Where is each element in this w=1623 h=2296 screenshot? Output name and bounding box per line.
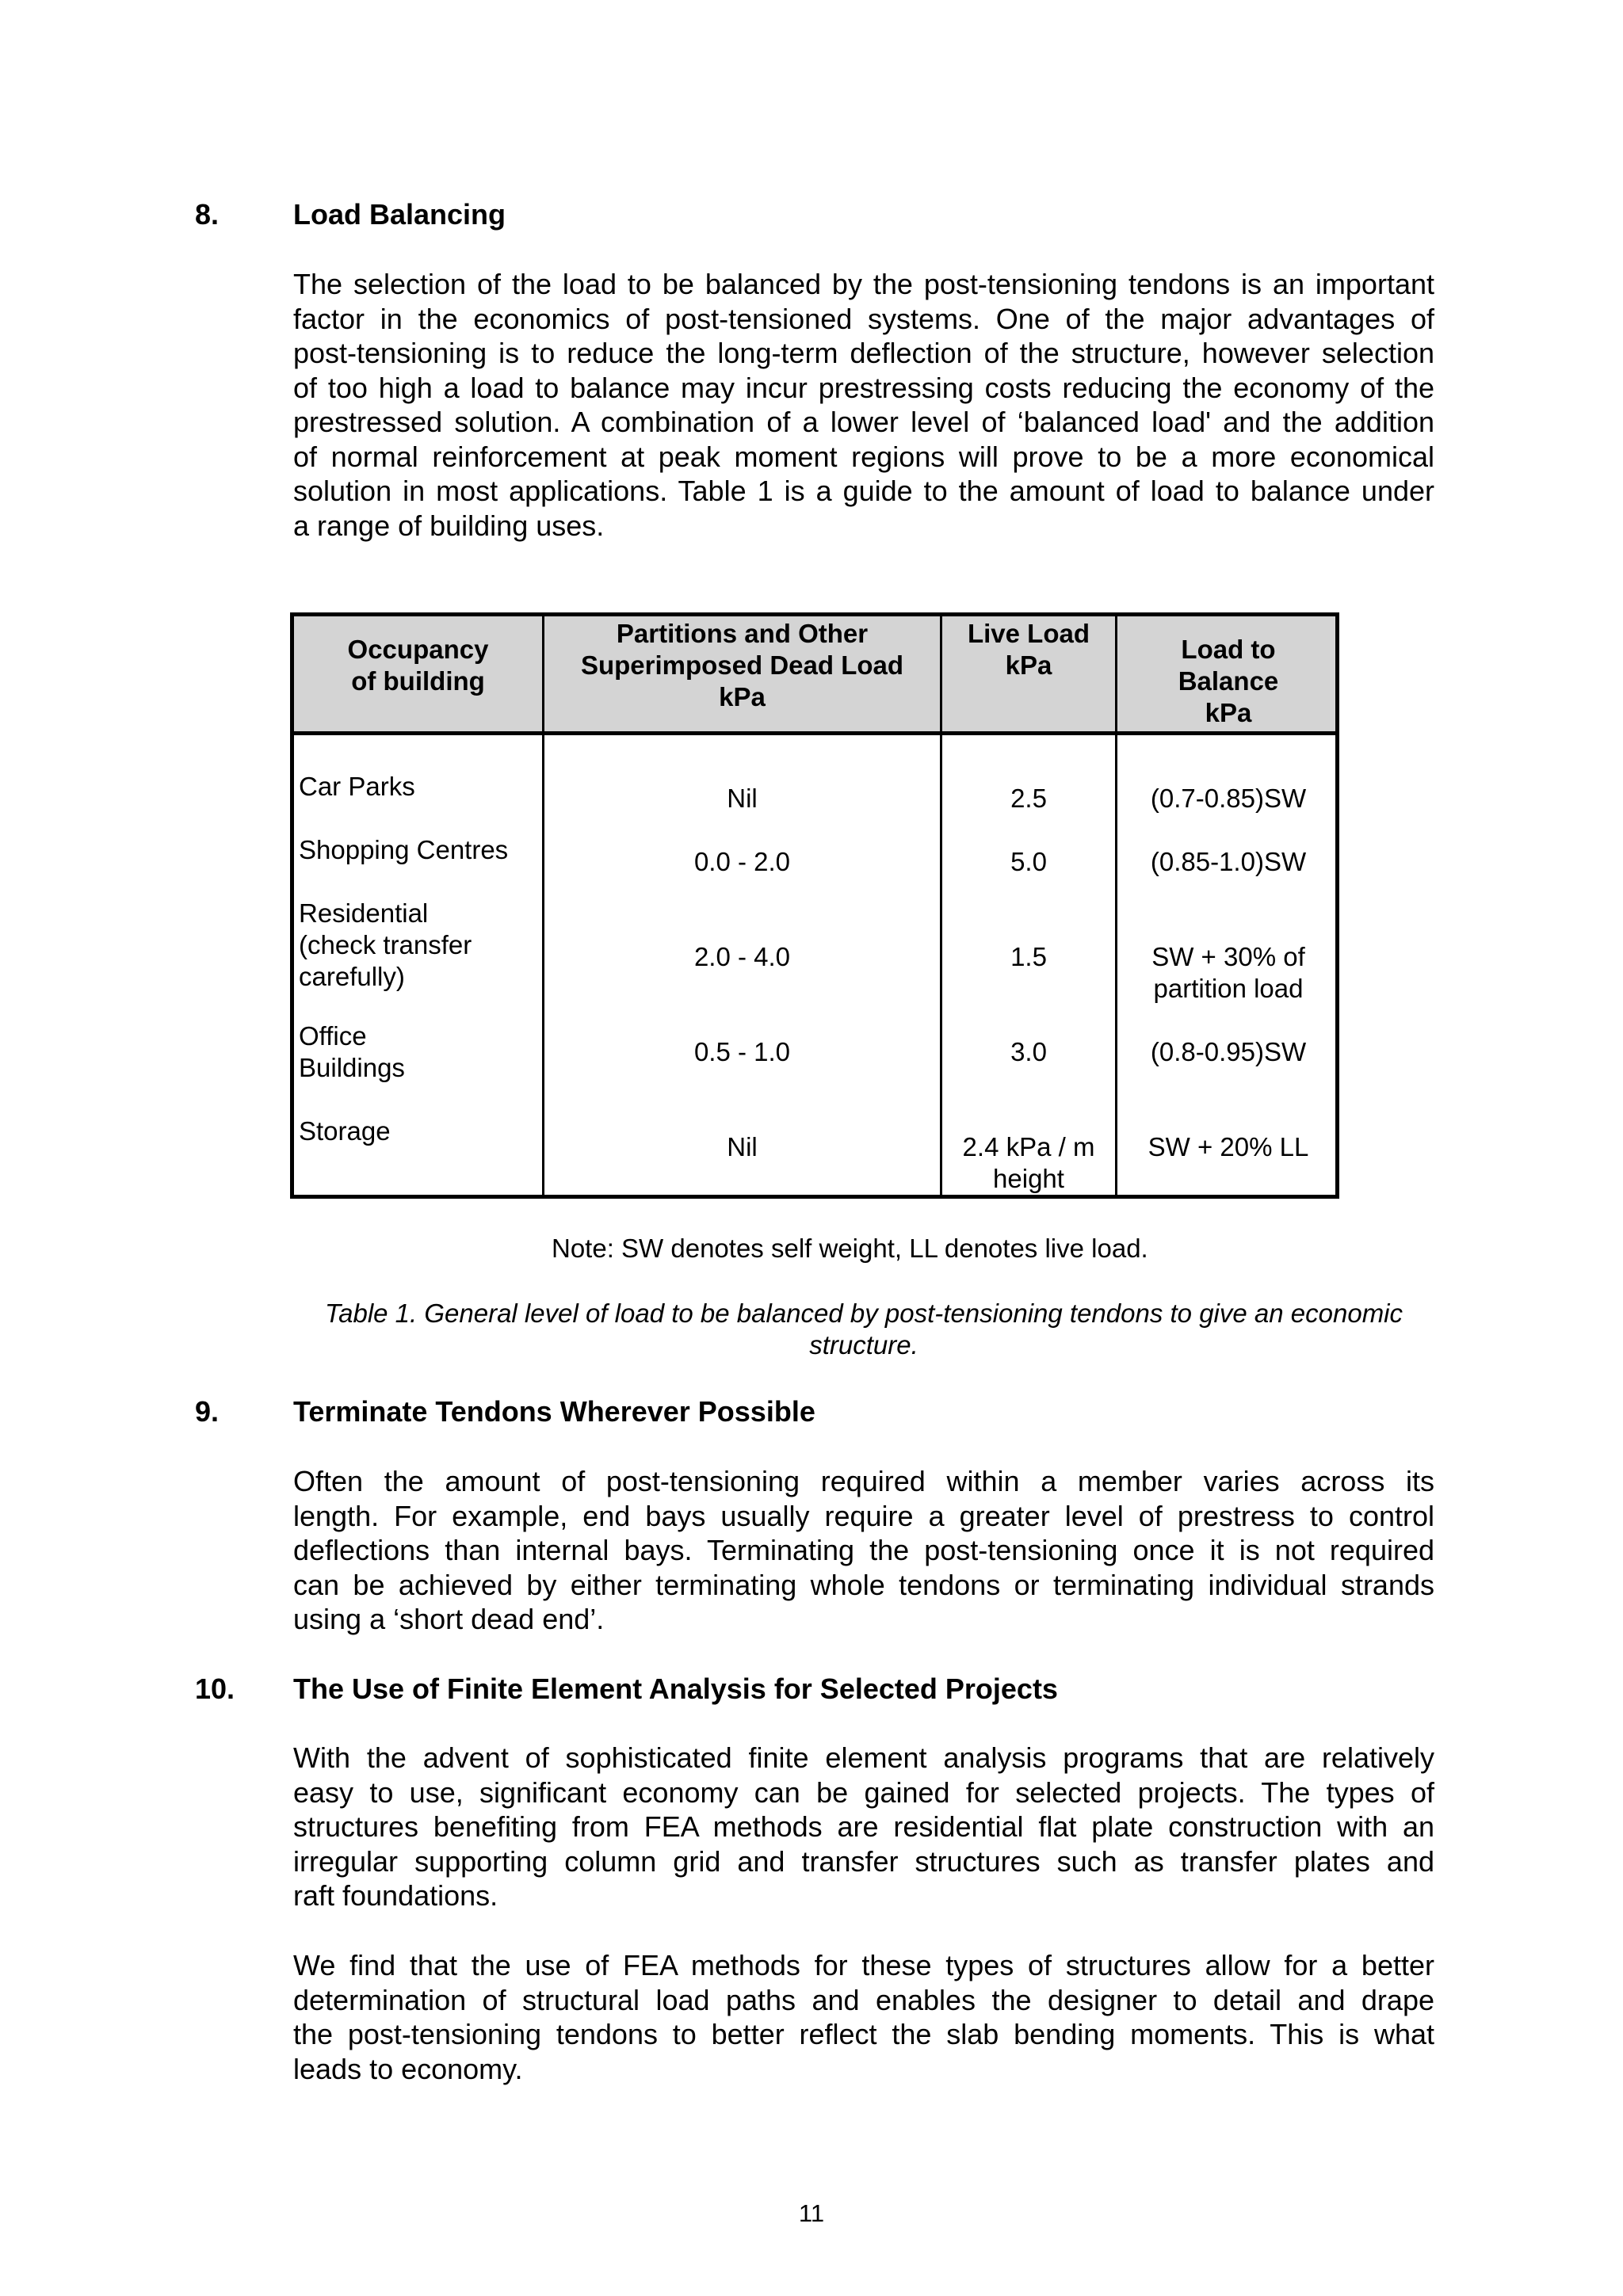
- cell-line: Office: [299, 1021, 367, 1051]
- text-line: structures benefiting from FEA methods are residential flat plate construction with an: [293, 1810, 1434, 1843]
- cell-line: (check transfer: [299, 930, 472, 959]
- cell-line: Storage: [299, 1116, 391, 1146]
- header-load-to-balance: [1117, 634, 1339, 729]
- header-line: Partitions and Other: [616, 619, 869, 648]
- section-10-paragraph-1: [293, 1741, 1434, 1913]
- caption-line: structure.: [809, 1330, 918, 1360]
- cell-line: (0.85-1.0)SW: [1150, 847, 1307, 876]
- cell-line: SW + 20% LL: [1148, 1132, 1309, 1161]
- text-line: solution in most applications. Table 1 is a guide to the amount of load to balance under: [293, 475, 1434, 507]
- section-number: 10.: [195, 1672, 235, 1705]
- cell-load-to-balance: [1117, 846, 1339, 878]
- text-line: factor in the economics of post-tensioned systems. One of the major advantages of: [293, 302, 1434, 335]
- section-10-paragraph-2: [293, 1948, 1434, 2086]
- header-live-load: [942, 618, 1115, 681]
- text-line: determination of structural load paths and enables the designer to detail and drape: [293, 1983, 1434, 2016]
- cell-line: 5.0: [1010, 847, 1047, 876]
- cell-partitions: 0.5 - 1.0: [693, 1037, 791, 1066]
- cell-line: partition load: [1153, 974, 1304, 1003]
- header-line: Live Load: [967, 619, 1090, 648]
- cell-partitions: 2.0 - 4.0: [693, 942, 791, 971]
- cell-partitions: Nil: [727, 784, 758, 813]
- header-line: Balance: [1178, 666, 1279, 696]
- section-9-paragraph: [293, 1464, 1434, 1637]
- text-line: using a ‘short dead end’.: [293, 1603, 605, 1635]
- column-divider: [940, 616, 942, 1195]
- cell-line: 3.0: [1010, 1037, 1047, 1066]
- text-line: deflections than internal bays. Terminating the post-tensioning once it is not required: [293, 1534, 1434, 1566]
- cell-partitions: Nil: [727, 1132, 758, 1161]
- header-line: of building: [351, 666, 485, 696]
- cell-live-load: [942, 1131, 1115, 1195]
- text-line: of normal reinforcement at peak moment regions will prove to be a more economical: [293, 440, 1434, 473]
- text-line: Often the amount of post-tensioning required within a member varies across its: [293, 1465, 1434, 1497]
- header-partitions: [544, 618, 940, 713]
- cell-load-to-balance: [1117, 1036, 1339, 1068]
- cell-live-load: [942, 941, 1115, 973]
- text-line: the post-tensioning tendons to better reflect the slab bending moments. This is what: [293, 2018, 1434, 2050]
- cell-line: height: [993, 1164, 1064, 1193]
- cell-occupancy: [299, 898, 472, 993]
- cell-live-load: [942, 846, 1115, 878]
- cell-occupancy: [299, 771, 415, 803]
- section-title: Terminate Tendons Wherever Possible: [293, 1395, 815, 1428]
- section-number: 9.: [195, 1395, 220, 1428]
- section-title: The Use of Finite Element Analysis for Selected Projects: [293, 1672, 1058, 1705]
- cell-partitions: 0.0 - 2.0: [693, 847, 791, 876]
- text-line: of too high a load to balance may incur prestressing costs reducing the economy of the: [293, 371, 1434, 404]
- text-line: can be achieved by either terminating whole tendons or terminating individual strands: [293, 1568, 1434, 1601]
- text-line: prestressed solution. A combination of a lower level of ‘balanced load' and the addition: [293, 406, 1434, 438]
- cell-line: 2.5: [1010, 784, 1047, 813]
- cell-line: Car Parks: [299, 772, 415, 801]
- header-line: kPa: [1205, 698, 1252, 727]
- caption-line: Table 1. General level of load to be balanced by post-tensioning tendons to give an economic: [324, 1299, 1403, 1328]
- text-line: raft foundations.: [293, 1879, 498, 1912]
- cell-load-to-balance: [1117, 783, 1339, 814]
- load-balance-table: [290, 612, 1339, 1199]
- text-line: leads to economy.: [293, 2052, 523, 2085]
- cell-live-load: [942, 783, 1115, 814]
- header-line: Load to: [1181, 635, 1276, 664]
- cell-line: (0.7-0.85)SW: [1150, 784, 1307, 813]
- text-line: a range of building uses.: [293, 509, 605, 542]
- page-number: 11: [798, 2199, 825, 2227]
- text-line: We find that the use of FEA methods for these types of structures allow for a better: [293, 1949, 1434, 1981]
- section-title: Load Balancing: [293, 198, 506, 231]
- header-occupancy: [294, 634, 542, 697]
- table-caption: [293, 1298, 1434, 1361]
- section-number: 8.: [195, 198, 220, 231]
- text-line: The selection of the load to be balanced by the post-tensioning tendons is an important: [293, 268, 1434, 300]
- cell-line: Buildings: [299, 1053, 405, 1082]
- cell-line: Shopping Centres: [299, 835, 509, 864]
- cell-line: carefully): [299, 962, 405, 991]
- cell-live-load: [942, 1036, 1115, 1068]
- text-line: easy to use, significant economy can be gained for selected projects. The types of: [293, 1775, 1434, 1809]
- cell-occupancy: [299, 1116, 391, 1147]
- section-8-paragraph: [293, 267, 1434, 543]
- text-line: post-tensioning is to reduce the long-term deflection of the structure, however selection: [293, 337, 1434, 369]
- header-line: kPa: [719, 682, 766, 711]
- text-line: length. For example, end bays usually require a greater level of prestress to control: [293, 1499, 1434, 1532]
- cell-line: (0.8-0.95)SW: [1150, 1037, 1307, 1066]
- cell-line: 1.5: [1010, 942, 1047, 971]
- cell-line: Residential: [299, 898, 429, 928]
- cell-occupancy: [299, 834, 508, 866]
- text-line: With the advent of sophisticated finite element analysis programs that are relatively: [293, 1741, 1434, 1774]
- cell-load-to-balance: [1117, 941, 1339, 1005]
- cell-line: SW + 30% of: [1151, 942, 1305, 971]
- table-note: Note: SW denotes self weight, LL denotes live load.: [552, 1234, 1148, 1263]
- cell-line: 2.4 kPa / m: [962, 1132, 1095, 1161]
- cell-occupancy: [299, 1020, 405, 1084]
- header-line: kPa: [1005, 650, 1052, 680]
- header-line: Occupancy: [347, 635, 489, 664]
- cell-load-to-balance: [1117, 1131, 1339, 1163]
- header-line: Superimposed Dead Load: [580, 650, 904, 680]
- text-line: irregular supporting column grid and transfer structures such as transfer plates and: [293, 1844, 1434, 1878]
